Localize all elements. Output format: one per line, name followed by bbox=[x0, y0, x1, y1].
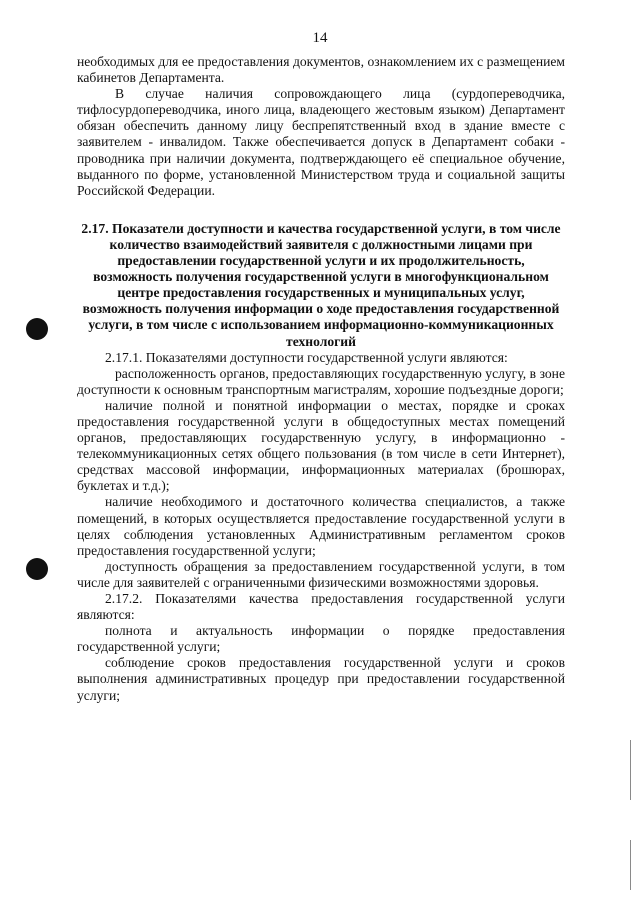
paragraph: 2.17.2. Показателями качества предоставления государственной услуги являются: bbox=[77, 591, 565, 623]
paragraph: 2.17.1. Показателями доступности государственной услуги являются: bbox=[105, 349, 508, 365]
paragraph: расположенность органов, предоставляющих государственную услугу, в зоне доступности к основным транспортным магистралям, хорошие подъездные дороги; bbox=[77, 365, 565, 397]
scan-edge-line bbox=[630, 740, 631, 800]
paragraph: соблюдение сроков предоставления государственной услуги и сроков выполнения административных процедур при предоставлении государственной услуги; bbox=[77, 655, 565, 703]
paragraph: полнота и актуальность информации о порядке предоставления государственной услуги; bbox=[77, 623, 565, 655]
punch-hole-mark bbox=[26, 558, 48, 580]
paragraph: необходимых для ее предоставления документов, ознакомлением их с размещением кабинетов Департамента. bbox=[77, 54, 565, 86]
paragraph: доступность обращения за предоставлением государственной услуги, в том числе для заявителей с ограниченными физическими возможностями здоровья. bbox=[77, 558, 565, 590]
scan-edge-line bbox=[630, 840, 631, 890]
page-number: 14 bbox=[312, 30, 328, 46]
paragraph: наличие необходимого и достаточного количества специалистов, а также помещений, в которых осуществляется предоставление государственной услуги в целях соблюдения установленных Административным регламентом сроков предоставления государственной услуги; bbox=[77, 494, 565, 558]
section-heading: 2.17. Показатели доступности и качества государственной услуги, в том числе количество взаимодействий заявителя с должностными лицами при предоставлении государственной услуги и их продолжительность, возможность получения государственной услуги в многофункциональном центре предоставления государственных и муниципальных услуг, возможность получения информации о ходе предоставления государственной услуги, в том числе с использованием информационно-коммуникационных технологий bbox=[81, 220, 561, 349]
punch-hole-mark bbox=[26, 318, 48, 340]
paragraph: наличие полной и понятной информации о местах, порядке и сроках предоставления государственной услуги в общедоступных местах помещений органов, предоставляющих государственную услугу, в информационно - телекоммуникационных сетях общего пользования (в том числе в сети Интернет), средствах массовой информации, информационных материалах (брошюрах, буклетах и т.д.); bbox=[77, 397, 565, 494]
paragraph: В случае наличия сопровождающего лица (сурдопереводчика, тифлосурдопереводчика, иного лица, владеющего жестовым языком) Департамент обязан обеспечить данному лицу беспрепятственный вход в здание вместе с заявителем - инвалидом. Также обеспечивается допуск в Департамент собаки - проводника при наличии документа, подтверждающего её специальное обучение, выданного по форме, установленной Министерством труда и социальной защиты Российской Федерации. bbox=[77, 86, 565, 198]
document-body bbox=[77, 54, 565, 704]
